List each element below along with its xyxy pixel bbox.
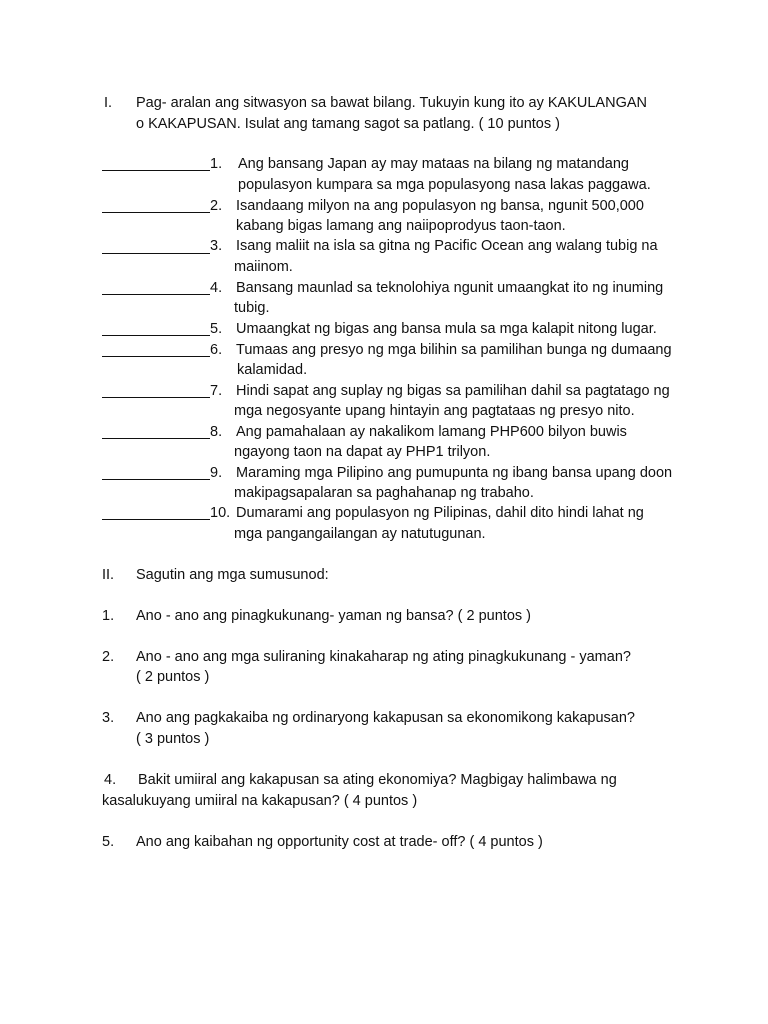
item-number-8: 8.: [210, 424, 223, 440]
item-number-9: 9.: [210, 465, 223, 481]
question-number-3: 3.: [102, 710, 115, 726]
part2-numeral: II.: [102, 567, 115, 583]
question-text-4b: kasalukuyang umiiral na kakapusan? ( 4 puntos ): [102, 793, 418, 809]
item-number-10: 10.: [210, 505, 231, 521]
item-number-3: 3.: [210, 238, 223, 254]
answer-blank-9[interactable]: [102, 479, 210, 480]
item-text-8a: Ang pamahalaan ay nakalikom lamang PHP600 bilyon buwis: [236, 424, 627, 440]
item-number-2: 2.: [210, 198, 223, 214]
item-number-7: 7.: [210, 383, 223, 399]
part1-instruction-line2: o KAKAPUSAN. Isulat ang tamang sagot sa patlang. ( 10 puntos ): [136, 116, 560, 132]
answer-blank-4[interactable]: [102, 294, 210, 295]
question-number-1: 1.: [102, 608, 115, 624]
part2-instruction: Sagutin ang mga sumusunod:: [136, 567, 329, 583]
answer-blank-10[interactable]: [102, 519, 210, 520]
question-text-1: Ano - ano ang pinagkukunang- yaman ng bansa? ( 2 puntos ): [136, 608, 531, 624]
question-text-2a: Ano - ano ang mga suliraning kinakaharap ng ating pinagkukunang - yaman?: [136, 649, 631, 665]
question-text-2b: ( 2 puntos ): [136, 669, 210, 685]
item-text-1b: populasyon kumpara sa mga populasyong nasa lakas paggawa.: [238, 177, 651, 193]
item-number-1: 1.: [210, 156, 223, 172]
question-text-4a: Bakit umiiral ang kakapusan sa ating ekonomiya? Magbigay halimbawa ng: [138, 772, 617, 788]
item-text-2b: kabang bigas lamang ang naiipoprodyus taon-taon.: [236, 218, 566, 234]
item-text-2a: Isandaang milyon na ang populasyon ng bansa, ngunit 500,000: [236, 198, 644, 214]
item-text-8b: ngayong taon na dapat ay PHP1 trilyon.: [234, 444, 491, 460]
item-text-3b: maiinom.: [234, 259, 293, 275]
answer-blank-7[interactable]: [102, 397, 210, 398]
item-number-4: 4.: [210, 280, 223, 296]
item-text-4a: Bansang maunlad sa teknolohiya ngunit umaangkat ito ng inuming: [236, 280, 664, 296]
item-text-7b: mga negosyante upang hintayin ang pagtataas ng presyo nito.: [234, 403, 635, 419]
answer-blank-8[interactable]: [102, 438, 210, 439]
item-text-1a: Ang bansang Japan ay may mataas na bilang ng matandang: [238, 156, 629, 172]
answer-blank-6[interactable]: [102, 356, 210, 357]
item-text-3a: Isang maliit na isla sa gitna ng Pacific Ocean ang walang tubig na: [236, 238, 658, 254]
item-number-5: 5.: [210, 321, 223, 337]
question-number-4: 4.: [104, 772, 117, 788]
question-number-5: 5.: [102, 834, 115, 850]
item-text-9a: Maraming mga Pilipino ang pumupunta ng ibang bansa upang doon: [236, 465, 673, 481]
question-text-3a: Ano ang pagkakaiba ng ordinaryong kakapusan sa ekonomikong kakapusan?: [136, 710, 635, 726]
question-number-2: 2.: [102, 649, 115, 665]
answer-blank-1[interactable]: [102, 170, 210, 171]
item-text-6b: kalamidad.: [237, 362, 308, 378]
part1-numeral: I.: [104, 95, 113, 111]
question-text-3b: ( 3 puntos ): [136, 731, 210, 747]
item-text-7a: Hindi sapat ang suplay ng bigas sa pamilihan dahil sa pagtatago ng: [236, 383, 670, 399]
item-number-6: 6.: [210, 342, 223, 358]
answer-blank-5[interactable]: [102, 335, 210, 336]
item-text-6a: Tumaas ang presyo ng mga bilihin sa pamilihan bunga ng dumaang: [236, 342, 672, 358]
item-text-4b: tubig.: [234, 300, 270, 316]
question-text-5: Ano ang kaibahan ng opportunity cost at trade- off? ( 4 puntos ): [136, 834, 543, 850]
answer-blank-3[interactable]: [102, 253, 210, 254]
answer-blank-2[interactable]: [102, 212, 210, 213]
item-text-10a: Dumarami ang populasyon ng Pilipinas, dahil dito hindi lahat ng: [236, 505, 644, 521]
item-text-9b: makipagsapalaran sa paghahanap ng trabaho.: [234, 485, 534, 501]
item-text-10b: mga pangangailangan ay natutugunan.: [234, 526, 486, 542]
part1-instruction-line1: Pag- aralan ang sitwasyon sa bawat bilang. Tukuyin kung ito ay KAKULANGAN: [136, 95, 647, 111]
item-text-5a: Umaangkat ng bigas ang bansa mula sa mga kalapit nitong lugar.: [236, 321, 657, 337]
